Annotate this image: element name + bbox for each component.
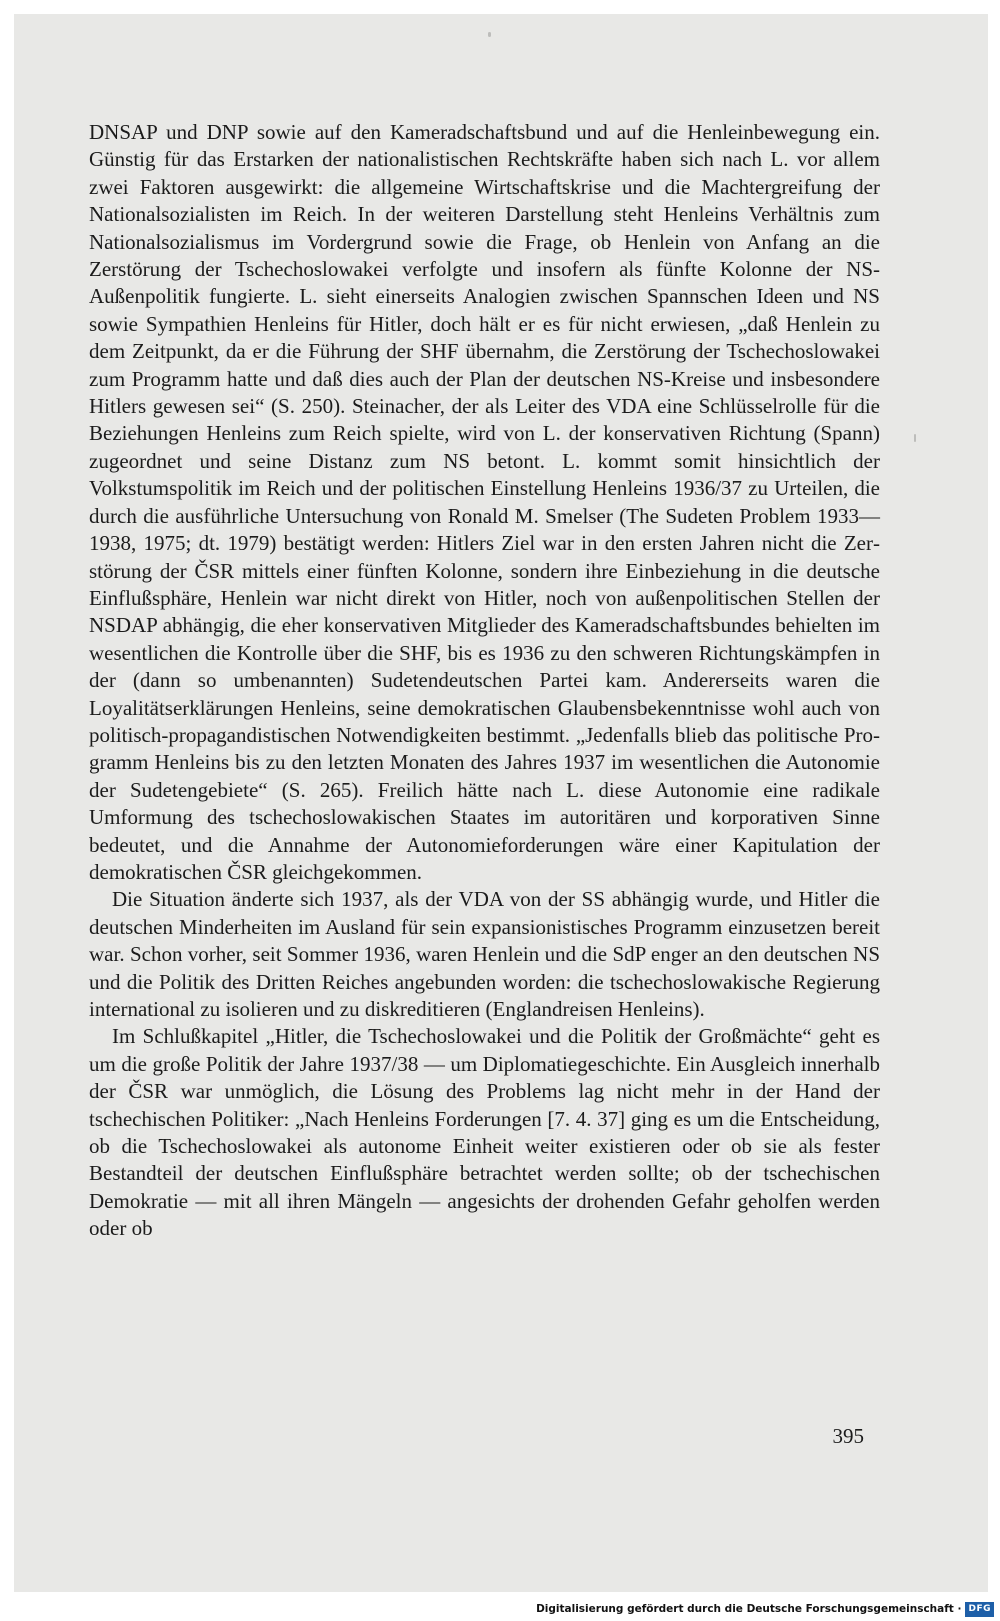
digitization-footer xyxy=(536,1600,994,1618)
dust-speck xyxy=(914,434,916,442)
paragraph-3: Im Schlußkapitel „Hitler, die Tschechoslowakei und die Politik der Großmächte“ geht es um die große Politik der Jahre 1937/38 — um Diplomatiegeschichte. Ein Ausgleich innerhalb der ČSR war unmöglich, die Lösung des Problems lag nicht mehr in der Hand der tschechischen Politiker: „Nach Henleins Forderungen [7. 4. 37] ging es um die Entscheidung, ob die Tschechoslowakei als autonome Einheit weiter existieren oder ob sie als fester Bestandteil der deutschen Einflußsphäre betrachtet werden sollte; ob der tschechischen Demokratie — mit all ihren Mängeln — angesichts der drohenden Gefahr geholfen werden oder ob xyxy=(89,1024,880,1241)
paragraph-1: DNSAP und DNP sowie auf den Kameradschaftsbund und auf die Henleinbewegung ein. Günstig für das Erstarken der nationalistischen Rechtskräfte haben sich nach L. vor allem zwei Faktoren ausgewirkt: die allgemeine Wirtschaftskrise und die Machtergreifung der Nationalsozialisten im Reich. In der weiteren Darstellung steht Henleins Verhältnis zum Nationalsozialismus im Vordergrund sowie die Frage, ob Henlein von Anfang an die Zerstörung der Tschechoslowakei verfolgte und insofern als fünfte Kolonne der NS-Außenpolitik fungierte. L. sieht einerseits Analogien zwischen Spannschen Ideen und NS sowie Sympathien Henleins für Hitler, doch hält er es für nicht erwiesen, „daß Henlein zu dem Zeitpunkt, da er die Führung der SHF übernahm, die Zerstörung der Tschechoslowakei zum Programm hatte und daß dies auch der Plan der deutschen NS-Kreise und insbesondere Hitlers gewesen sei“ (S. 250). Steinacher, der als Leiter des VDA eine Schlüsselrolle für die Beziehungen Henleins zum Reich spielte, wird von L. der konservativen Richtung (Spann) zugeordnet und seine Distanz zum NS betont. L. kommt somit hinsichtlich der Volkstumspolitik im Reich und der politischen Einstellung Henleins 1936/37 zu Urteilen, die durch die ausführliche Untersuchung von Ronald M. Smelser (The Sudeten Problem 1933—1938, 1975; dt. 1979) bestätigt werden: Hitlers Ziel war in den ersten Jahren nicht die Zerstörung der ČSR mittels einer fünften Kolonne, sondern ihre Einbeziehung in die deutsche Einflußsphäre, Henlein war nicht direkt von Hitler, noch von außenpolitischen Stellen der NSDAP abhängig, die eher konservativen Mitglieder des Kameradschaftsbundes behielten im wesentlichen die Kontrolle über die SHF, bis es 1936 zu den schweren Richtungskämpfen in der (dann so umbenannten) Sudetendeutschen Partei kam. Andererseits waren die Loyalitätserklärungen Henleins, seine demokratischen Glaubensbekenntnisse wohl auch von politisch-propagandistischen Notwendigkeiten bestimmt. „Jedenfalls blieb das politische Programm Henleins bis zu den letzten Monaten des Jahres 1937 im wesentlichen die Autonomie der Sudetengebiete“ (S. 265). Freilich hätte nach L. diese Autonomie eine radikale Umformung des tschechoslowakischen Staates im autoritären und korporativen Sinne bedeutet, und die Annahme der Autonomieforderungen wäre einer Kapitulation der demokratischen ČSR gleichgekommen. xyxy=(89,120,880,884)
funding-credit: Digitalisierung gefördert durch die Deutsche Forschungsgemeinschaft · xyxy=(536,1603,962,1615)
paragraph-2: Die Situation änderte sich 1937, als der VDA von der SS abhängig wurde, und Hitler die deutschen Minderheiten im Ausland für sein expansionistisches Programm einzusetzen bereit war. Schon vorher, seit Sommer 1936, waren Henlein und die SdP enger an den deutschen NS und die Politik des Dritten Reiches angebunden worden: die tschechoslowakische Regierung international zu isolieren und zu diskreditieren (Englandreisen Henleins). xyxy=(89,887,880,1021)
dust-speck xyxy=(488,32,491,37)
scanned-page xyxy=(14,14,988,1592)
page-number: 395 xyxy=(832,1424,864,1448)
dfg-logo-icon: DFG xyxy=(965,1602,994,1617)
body-text xyxy=(89,119,880,1243)
